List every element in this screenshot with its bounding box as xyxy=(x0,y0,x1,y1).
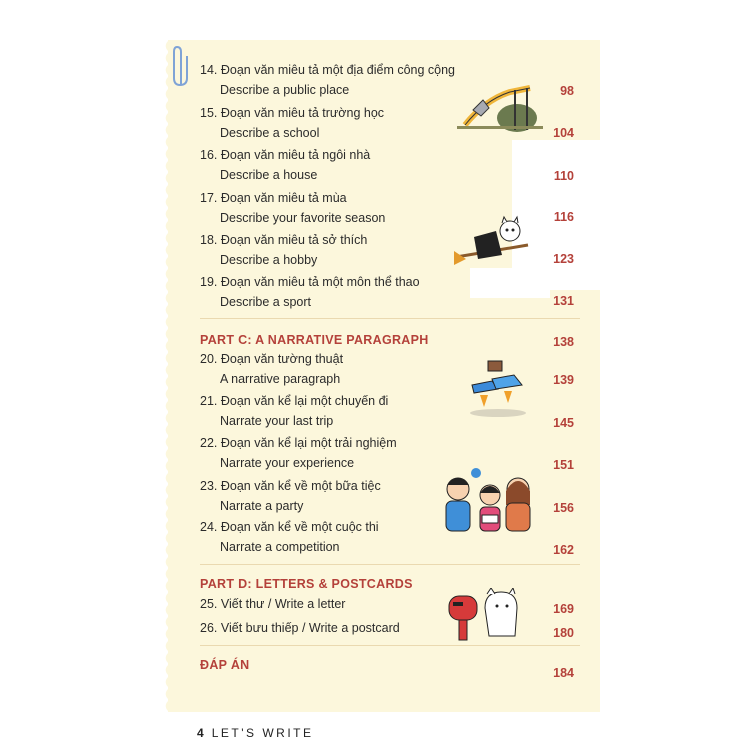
entry-title: 25. Viết thư / Write a letter xyxy=(200,597,346,611)
entry-title-en: Describe a school xyxy=(220,126,320,140)
toc-entry[interactable] xyxy=(200,520,379,555)
toc-entry[interactable] xyxy=(200,233,367,268)
entry-title-en: Narrate your experience xyxy=(220,456,355,470)
page-number: 104 xyxy=(553,126,574,140)
entry-title-vn: 20. Đoạn văn tường thuật xyxy=(200,352,344,366)
entry-title-vn: 17. Đoạn văn miêu tả mùa xyxy=(200,191,347,205)
family-party-illustration xyxy=(440,465,540,535)
entry-title-vn: 19. Đoạn văn miêu tả một môn thể thao xyxy=(200,275,420,289)
answers-heading[interactable]: ĐÁP ÁN xyxy=(200,658,250,672)
divider xyxy=(200,318,580,319)
page-footer xyxy=(197,726,313,740)
entry-title-en: Describe a house xyxy=(220,168,318,182)
entry-title-vn: 14. Đoạn văn miêu tả một địa điểm công cộng xyxy=(200,63,456,77)
toc-entry[interactable] xyxy=(200,352,343,387)
toc-entry[interactable] xyxy=(200,479,381,514)
page-number: 180 xyxy=(553,626,574,640)
toc-entry[interactable] xyxy=(200,436,397,471)
toc-entry[interactable] xyxy=(200,275,420,310)
entry-title-vn: 18. Đoạn văn miêu tả sở thích xyxy=(200,233,368,247)
divider xyxy=(200,564,580,565)
divider xyxy=(200,645,580,646)
entry-title-vn: 16. Đoạn văn miêu tả ngôi nhà xyxy=(200,148,371,162)
page-number: 123 xyxy=(553,252,574,266)
rocket-shoes-illustration xyxy=(462,355,532,420)
page-number: 151 xyxy=(553,458,574,472)
witch-cat-illustration xyxy=(452,215,532,270)
footer-book-title: LET'S WRITE xyxy=(211,726,314,740)
page-number: 138 xyxy=(553,335,574,349)
paperclip-icon xyxy=(172,44,190,88)
toc-entry[interactable] xyxy=(200,191,385,226)
page-number: 145 xyxy=(553,416,574,430)
page-number: 169 xyxy=(553,602,574,616)
entry-title-en: Narrate your last trip xyxy=(220,414,334,428)
toc-entry[interactable] xyxy=(200,63,455,98)
toc-entry[interactable] xyxy=(200,394,388,429)
entry-title-vn: 22. Đoạn văn kể lại một trải nghiệm xyxy=(200,436,397,450)
playground-slide-illustration xyxy=(455,80,545,135)
entry-title-en: Narrate a party xyxy=(220,499,304,513)
entry-title-en: Describe a hobby xyxy=(220,253,318,267)
entry-title-en: Describe a sport xyxy=(220,295,312,309)
page-number: 156 xyxy=(553,501,574,515)
page-number: 184 xyxy=(553,666,574,680)
footer-page-number: 4 xyxy=(197,726,204,740)
page-number: 116 xyxy=(553,210,574,224)
page-number: 162 xyxy=(553,543,574,557)
part-c-heading[interactable]: PART C: A NARRATIVE PARAGRAPH xyxy=(200,333,429,347)
part-d-heading[interactable]: PART D: LETTERS & POSTCARDS xyxy=(200,577,413,591)
torn-edge xyxy=(158,40,172,712)
entry-title: 26. Viết bưu thiếp / Write a postcard xyxy=(200,621,400,635)
page-number: 131 xyxy=(553,294,574,308)
page-number: 139 xyxy=(553,373,574,387)
blank-patch xyxy=(470,268,550,298)
toc-entry[interactable] xyxy=(200,148,370,183)
entry-title-vn: 21. Đoạn văn kể lại một chuyến đi xyxy=(200,394,389,408)
entry-title-vn: 15. Đoạn văn miêu tả trường học xyxy=(200,106,385,120)
toc-entry[interactable] xyxy=(200,621,400,636)
page-number: 110 xyxy=(553,169,574,183)
toc-entry[interactable] xyxy=(200,597,345,612)
entry-title-en: Narrate a competition xyxy=(220,540,340,554)
entry-title-en: A narrative paragraph xyxy=(220,372,341,386)
entry-title-en: Describe your favorite season xyxy=(220,211,386,225)
page-number: 98 xyxy=(560,84,574,98)
mailbox-cat-illustration xyxy=(445,588,525,643)
toc-entry[interactable] xyxy=(200,106,384,141)
entry-title-en: Describe a public place xyxy=(220,83,350,97)
entry-title-vn: 24. Đoạn văn kể về một cuộc thi xyxy=(200,520,379,534)
entry-title-vn: 23. Đoạn văn kể về một bữa tiệc xyxy=(200,479,381,493)
